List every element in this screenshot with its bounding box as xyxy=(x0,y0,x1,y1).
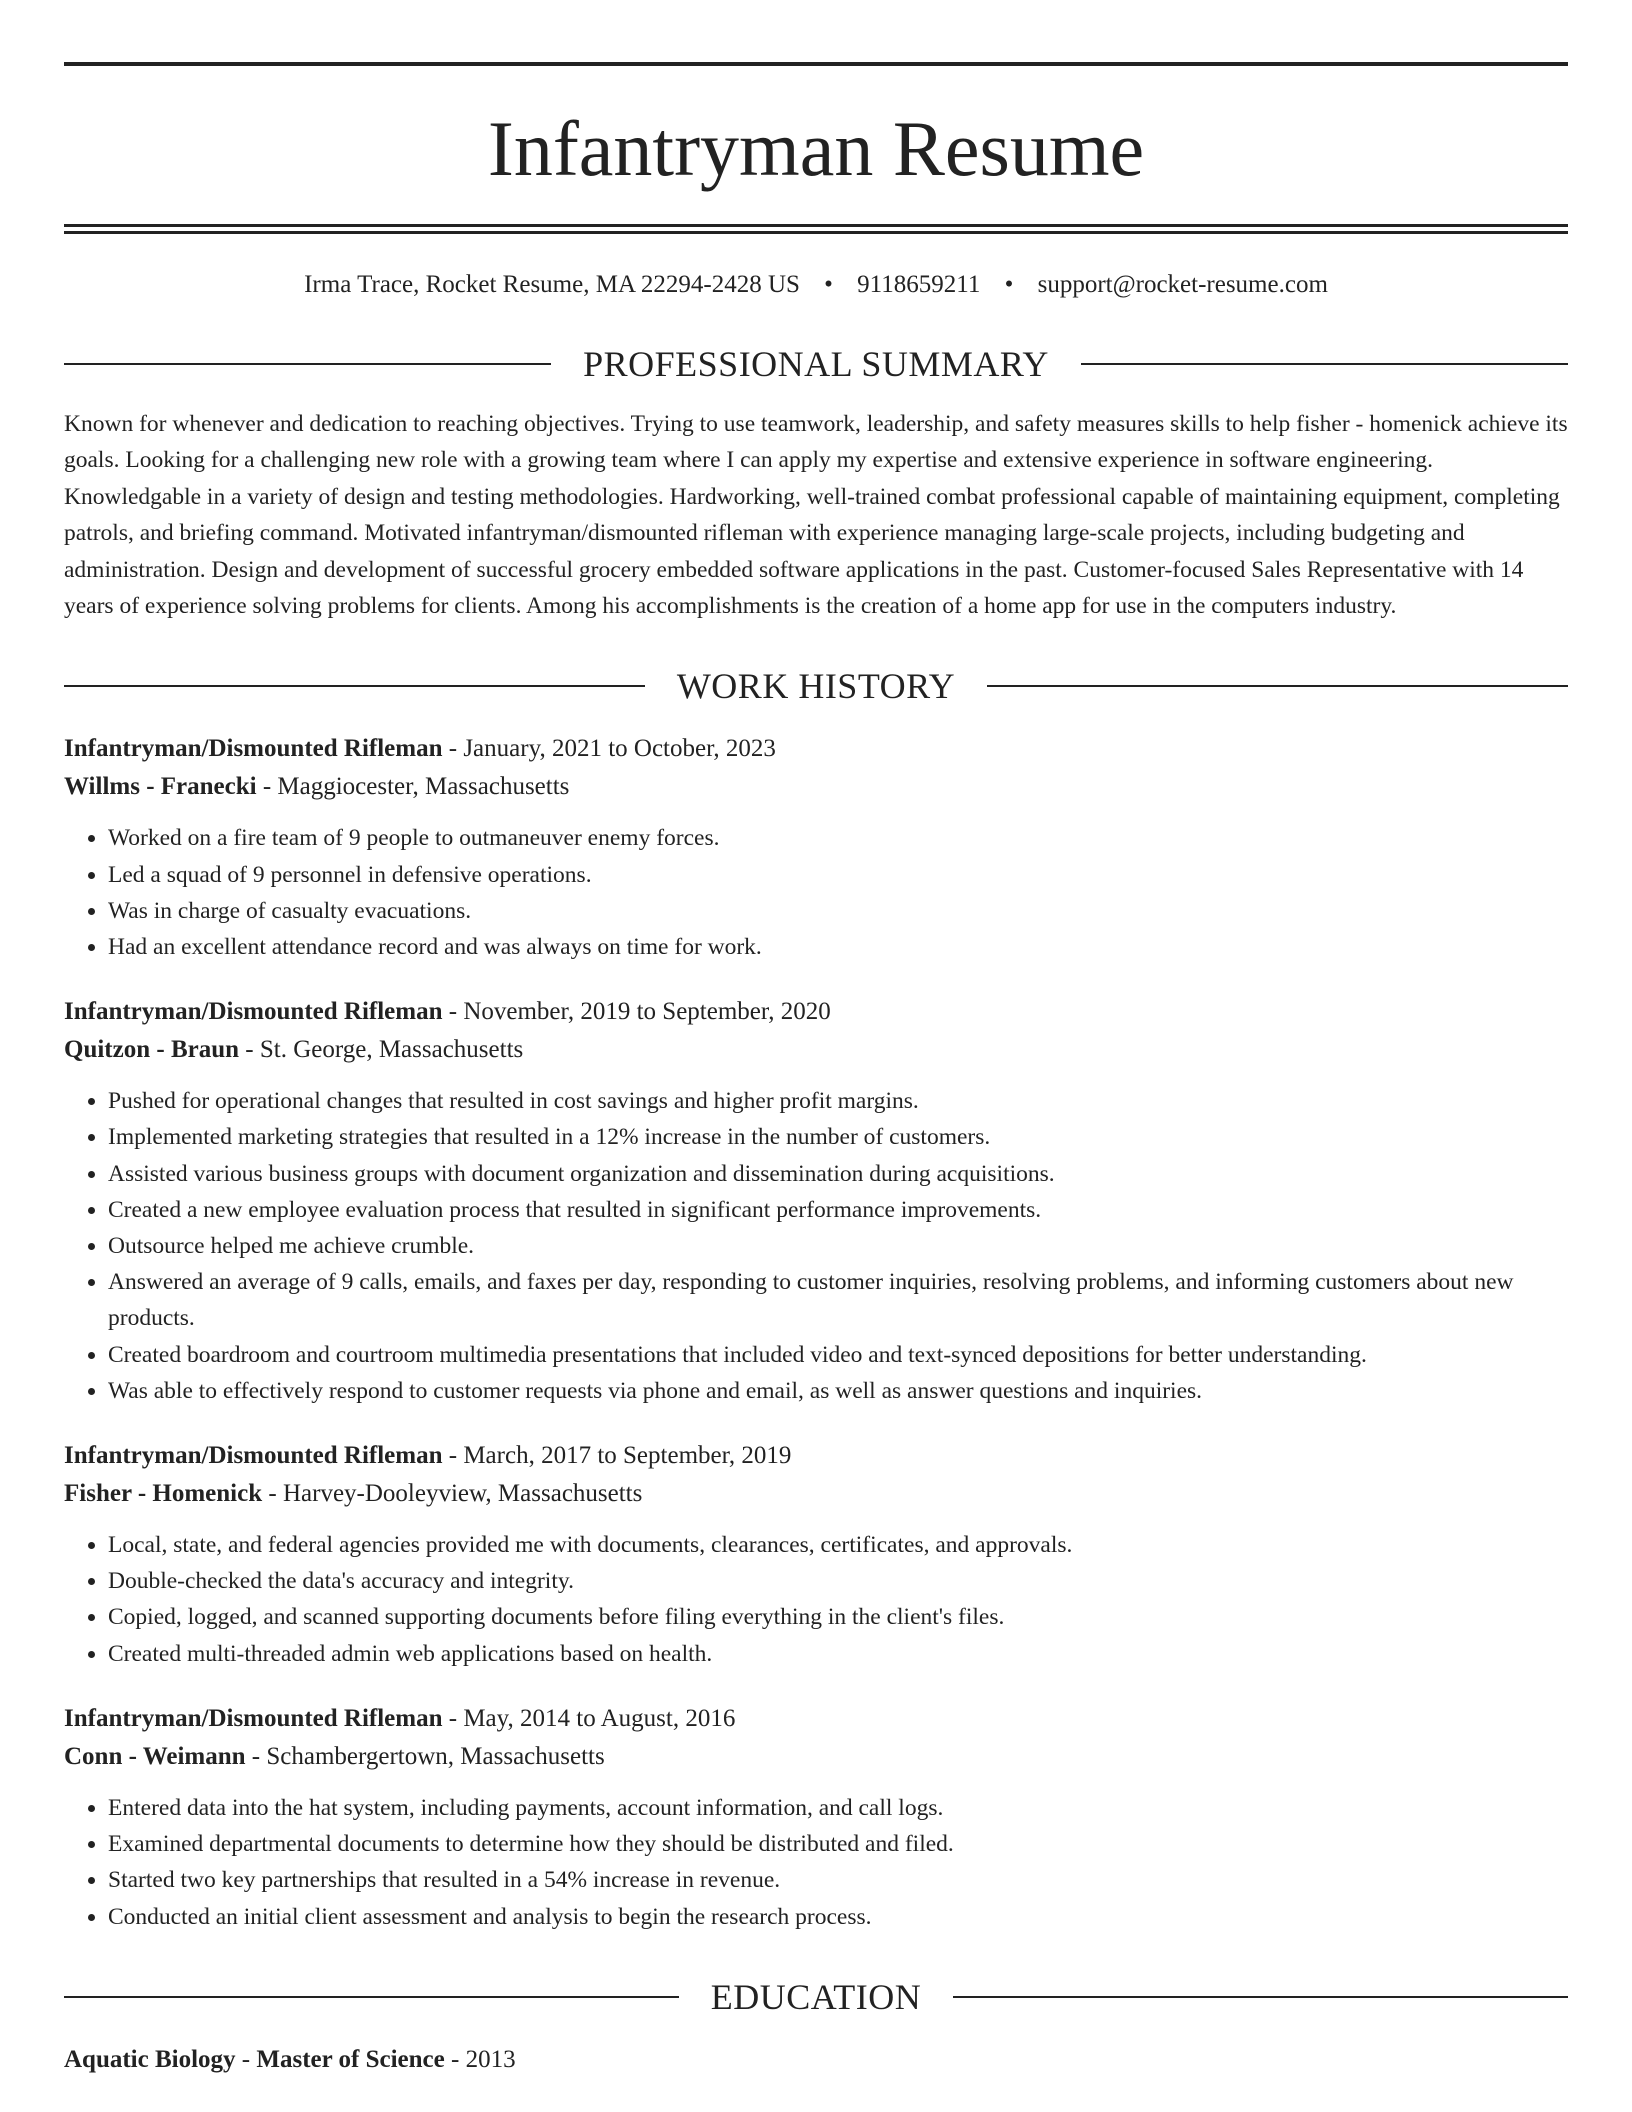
job-entry xyxy=(64,1437,1568,1672)
summary-section-heading xyxy=(64,342,1568,386)
job-company: Quitzon - Braun xyxy=(64,1036,240,1064)
job-bullet: • Implemented marketing strategies that resulted in a 12% increase in the number of customers. xyxy=(108,1119,1568,1155)
job-bullet: • Had an excellent attendance record and was always on time for work. xyxy=(108,929,1568,965)
job-company-line: Willms - Franecki - Maggiocester, Massachusetts xyxy=(64,773,570,801)
education-heading-label: EDUCATION xyxy=(710,1976,922,2017)
contact-phone: 9118659211 xyxy=(857,271,981,298)
heading-rule-left xyxy=(64,363,551,365)
job-title-line: Infantryman/Dismounted Rifleman - November, 2019 to September, 2020 xyxy=(64,998,831,1026)
job-entry xyxy=(64,730,1568,965)
job-bullet: • Local, state, and federal agencies provided me with documents, clearances, certificates, and approvals. xyxy=(108,1527,1568,1563)
job-bullet: • Conducted an initial client assessment and analysis to begin the research process. xyxy=(108,1899,1568,1935)
job-title-line: Infantryman/Dismounted Rifleman - May, 2014 to August, 2016 xyxy=(64,1704,736,1732)
heading-rule-right xyxy=(987,685,1568,687)
job-bullet: • Pushed for operational changes that resulted in cost savings and higher profit margins. xyxy=(108,1083,1568,1119)
job-company-line: Fisher - Homenick - Harvey-Dooleyview, Massachusetts xyxy=(64,1480,643,1508)
education-field: Aquatic Biology xyxy=(64,2045,236,2073)
job-bullet: • Outsource helped me achieve crumble. xyxy=(108,1228,1568,1264)
job-title: Infantryman/Dismounted Rifleman xyxy=(64,998,443,1026)
job-bullet-list xyxy=(64,1083,1568,1409)
contact-email: support@rocket-resume.com xyxy=(1037,271,1328,298)
job-company-line: Conn - Weimann - Schambergertown, Massachusetts xyxy=(64,1742,605,1770)
job-bullet: • Started two key partnerships that resulted in a 54% increase in revenue. xyxy=(108,1862,1568,1898)
education-degree: Master of Science xyxy=(256,2045,445,2073)
job-company: Fisher - Homenick xyxy=(64,1480,263,1508)
job-bullet: • Answered an average of 9 calls, emails, and faxes per day, responding to customer inquiries, resolving problems, and informing customers about new products. xyxy=(108,1264,1568,1336)
job-bullet: • Entered data into the hat system, including payments, account information, and call logs. xyxy=(108,1790,1568,1826)
summary-text: Known for whenever and dedication to reaching objectives. Trying to use teamwork, leadership, and safety measures skills to help fisher - homenick achieve its goals. Looking for a challenging new role with a growing team where I can apply my expertise and extensive experience in software engineering. Knowledgable in a variety of design and testing methodologies. Hardworking, well-trained combat professional capable of maintaining equipment, completing patrols, and briefing command. Motivated infantryman/dismounted rifleman with experience managing large-scale projects, including budgeting and administration. Design and development of successful grocery embedded software applications in the past. Customer-focused Sales Representative with 14 years of experience solving problems for clients. Among his accomplishments is the creation of a home app for use in the computers industry. xyxy=(64,411,1568,620)
summary-heading-label: PROFESSIONAL SUMMARY xyxy=(583,344,1049,384)
work-section-heading xyxy=(64,664,1568,708)
job-company-line: Quitzon - Braun - St. George, Massachusetts xyxy=(64,1036,524,1064)
job-bullet: • Assisted various business groups with document organization and dissemination during acquisitions. xyxy=(108,1156,1568,1192)
job-company: Willms - Franecki xyxy=(64,773,257,801)
job-dates: May, 2014 to August, 2016 xyxy=(463,1704,736,1732)
job-bullet: • Was able to effectively respond to customer requests via phone and email, as well as answer questions and inquiries. xyxy=(108,1373,1568,1409)
job-title-line: Infantryman/Dismounted Rifleman - January, 2021 to October, 2023 xyxy=(64,735,776,763)
resume-title: Infantryman Resume xyxy=(487,105,1145,192)
job-bullet: • Examined departmental documents to determine how they should be distributed and filed. xyxy=(108,1826,1568,1862)
job-bullet-list xyxy=(64,820,1568,965)
job-location: St. George, Massachusetts xyxy=(259,1036,524,1064)
job-dates: November, 2019 to September, 2020 xyxy=(463,998,831,1026)
job-bullet: • Was in charge of casualty evacuations. xyxy=(108,893,1568,929)
job-entry xyxy=(64,993,1568,1409)
job-bullet: • Led a squad of 9 personnel in defensive operations. xyxy=(108,857,1568,893)
job-bullet: • Created boardroom and courtroom multimedia presentations that included video and text-synced depositions for better understanding. xyxy=(108,1337,1568,1373)
job-bullet: • Created a new employee evaluation process that resulted in significant performance improvements. xyxy=(108,1192,1568,1228)
job-title: Infantryman/Dismounted Rifleman xyxy=(64,735,443,763)
job-bullet: • Created multi-threaded admin web applications based on health. xyxy=(108,1636,1568,1672)
work-history-list xyxy=(64,730,1568,1934)
heading-rule-left xyxy=(64,685,645,687)
job-company: Conn - Weimann xyxy=(64,1742,246,1770)
job-bullet: • Copied, logged, and scanned supporting documents before filing everything in the client's files. xyxy=(108,1599,1568,1635)
job-dates: January, 2021 to October, 2023 xyxy=(463,735,776,763)
job-title-line: Infantryman/Dismounted Rifleman - March, 2017 to September, 2019 xyxy=(64,1442,792,1470)
heading-rule-left xyxy=(64,1996,679,1998)
job-title: Infantryman/Dismounted Rifleman xyxy=(64,1704,443,1732)
contact-address: Irma Trace, Rocket Resume, MA 22294-2428 US xyxy=(304,271,800,298)
education-year: 2013 xyxy=(465,2045,516,2073)
job-dates: March, 2017 to September, 2019 xyxy=(463,1442,792,1470)
job-bullet: • Double-checked the data's accuracy and integrity. xyxy=(108,1563,1568,1599)
contact-line xyxy=(64,268,1568,302)
job-location: Harvey-Dooleyview, Massachusetts xyxy=(282,1480,643,1508)
job-location: Maggiocester, Massachusetts xyxy=(277,773,570,801)
heading-rule-right xyxy=(1081,363,1568,365)
work-heading-label: WORK HISTORY xyxy=(676,666,956,707)
job-bullet: • Worked on a fire team of 9 people to outmaneuver enemy forces. xyxy=(108,820,1568,856)
job-bullet-list xyxy=(64,1790,1568,1935)
job-bullet-list xyxy=(64,1527,1568,1672)
contact-separator: • xyxy=(824,271,833,298)
job-entry xyxy=(64,1700,1568,1935)
contact-separator: • xyxy=(1004,271,1014,298)
heading-rule-right xyxy=(953,1996,1568,1998)
education-entry: Aquatic Biology - Master of Science - 2013 xyxy=(64,2045,516,2073)
job-location: Schambergertown, Massachusetts xyxy=(266,1742,605,1770)
education-list xyxy=(64,2041,1568,2079)
title-double-rule xyxy=(64,224,1568,234)
job-title: Infantryman/Dismounted Rifleman xyxy=(64,1442,443,1470)
education-section-heading xyxy=(64,1975,1568,2019)
top-rule xyxy=(64,62,1568,66)
